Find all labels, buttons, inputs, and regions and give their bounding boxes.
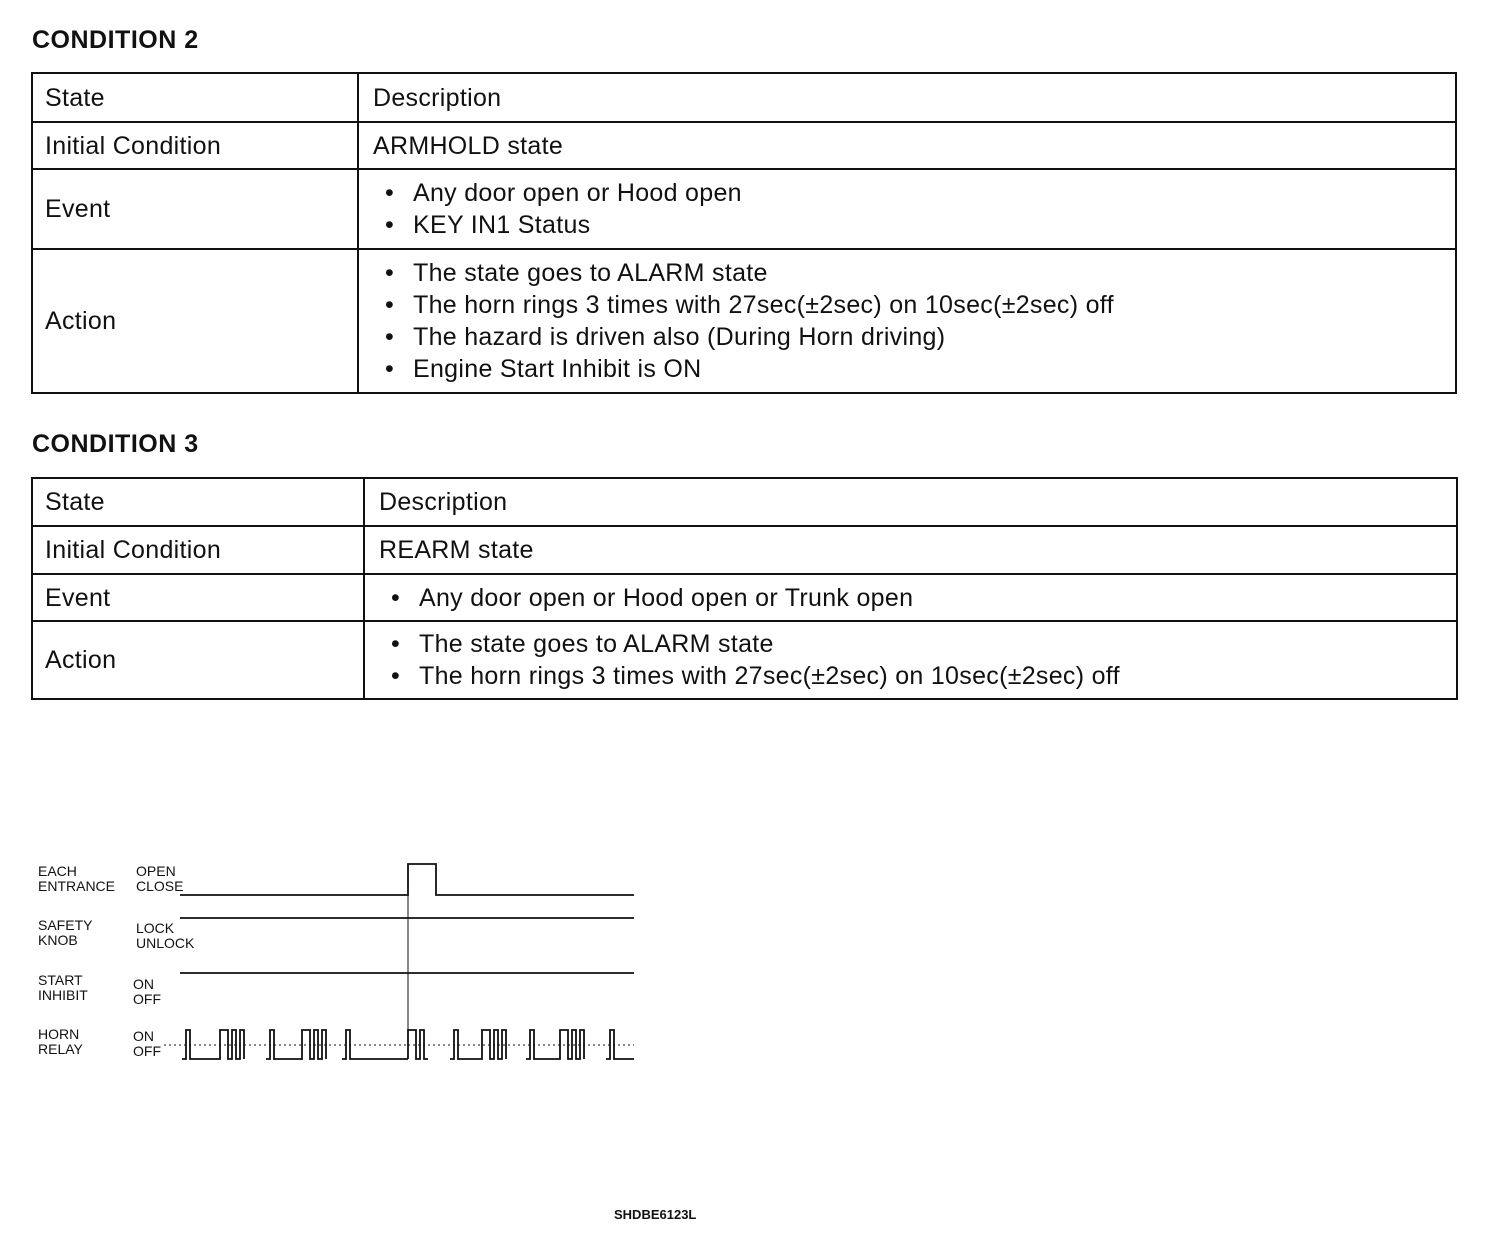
level-label-off: OFF [133, 991, 161, 1007]
list-item: • Any door open or Hood open or Trunk open [419, 582, 1444, 614]
table-row [32, 621, 1457, 699]
state-cell: Initial Condition [32, 526, 364, 574]
signal-label-safety: SAFETY [38, 917, 93, 933]
bullet-list [379, 582, 1444, 614]
state-cell: Action [32, 249, 358, 393]
list-item: • The horn rings 3 times with 27sec(±2sec) on 10sec(±2sec) off [413, 289, 1443, 321]
bullet-list [373, 177, 1443, 241]
condition-2-table [31, 72, 1457, 394]
table-header-row [32, 73, 1456, 122]
signal-label-knob: KNOB [38, 932, 78, 948]
level-label-close: CLOSE [136, 878, 184, 894]
list-item: • The state goes to ALARM state [419, 628, 1444, 660]
condition-3-table [31, 477, 1458, 700]
list-item: • Engine Start Inhibit is ON [413, 353, 1443, 385]
timing-diagram [30, 855, 650, 1075]
level-label-on: ON [133, 976, 154, 992]
condition-2-heading: CONDITION 2 [32, 26, 199, 54]
description-cell [364, 574, 1457, 621]
signal-label-relay: RELAY [38, 1041, 83, 1057]
list-item: • The horn rings 3 times with 27sec(±2sec) on 10sec(±2sec) off [419, 660, 1444, 692]
entrance-waveform [180, 864, 634, 895]
signal-label-entrance: ENTRANCE [38, 878, 116, 894]
state-cell: Event [32, 169, 358, 249]
state-cell: Action [32, 621, 364, 699]
level-label-horn-off: OFF [133, 1043, 161, 1059]
description-cell [364, 621, 1457, 699]
description-header: Description [364, 478, 1457, 526]
table-row [32, 169, 1456, 249]
list-item: • The state goes to ALARM state [413, 257, 1443, 289]
state-header: State [32, 478, 364, 526]
level-label-horn-on: ON [133, 1028, 154, 1044]
table-row [32, 122, 1456, 169]
signal-label-inhibit: INHIBIT [38, 987, 88, 1003]
list-item: • KEY IN1 Status [413, 209, 1443, 241]
state-cell: Initial Condition [32, 122, 358, 169]
table-header-row [32, 478, 1457, 526]
condition-3-heading: CONDITION 3 [32, 430, 199, 458]
figure-code: SHDBE6123L [614, 1207, 697, 1222]
table-row [32, 574, 1457, 621]
description-cell [358, 249, 1456, 393]
description-header: Description [358, 73, 1456, 122]
list-item: • Any door open or Hood open [413, 177, 1443, 209]
list-item: • The hazard is driven also (During Horn driving) [413, 321, 1443, 353]
signal-label-each: EACH [38, 863, 77, 879]
table-row [32, 526, 1457, 574]
level-label-open: OPEN [136, 863, 176, 879]
state-cell: Event [32, 574, 364, 621]
level-label-unlock: UNLOCK [136, 935, 195, 951]
state-header: State [32, 73, 358, 122]
signal-label-start: START [38, 972, 83, 988]
description-cell: REARM state [364, 526, 1457, 574]
bullet-list [379, 628, 1444, 692]
description-cell: ARMHOLD state [358, 122, 1456, 169]
signal-label-horn: HORN [38, 1026, 80, 1042]
level-label-lock: LOCK [136, 920, 175, 936]
table-row [32, 249, 1456, 393]
description-cell [358, 169, 1456, 249]
bullet-list [373, 257, 1443, 385]
